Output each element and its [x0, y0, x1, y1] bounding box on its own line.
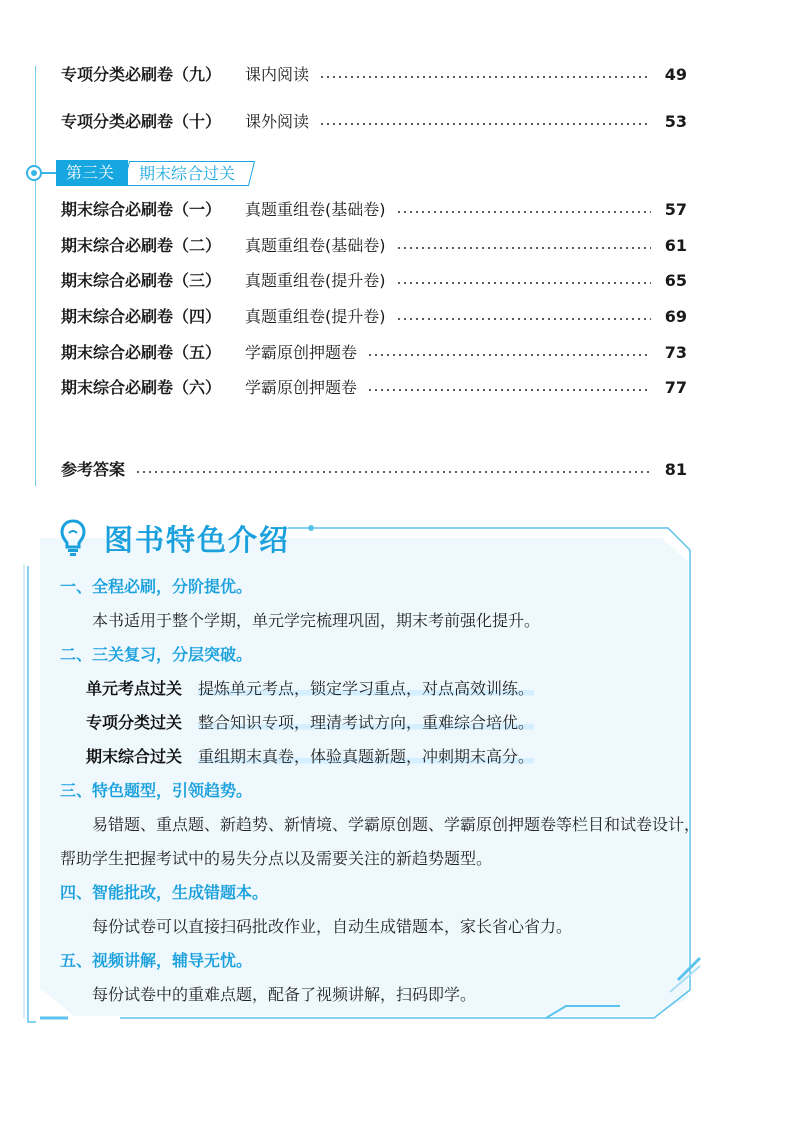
- feature-pair-label: 期末综合过关: [86, 747, 183, 766]
- toc-row-title: 期末综合必刷卷（五）: [61, 343, 222, 362]
- feature-heading: 二、三关复习，分层突破。: [60, 645, 253, 664]
- toc-row-subtitle: 课外阅读: [245, 112, 310, 131]
- toc-row-title: 专项分类必刷卷（十）: [61, 112, 222, 131]
- toc-leader-dots: [319, 76, 651, 78]
- toc-row-subtitle: 真题重组卷(基础卷): [245, 200, 386, 219]
- toc-row[interactable]: [61, 233, 687, 259]
- toc-row-page: 53: [664, 112, 687, 131]
- feature-heading: 四、智能批改，生成错题本。: [60, 883, 269, 902]
- toc-row-title: 期末综合必刷卷（六）: [61, 378, 222, 397]
- section-connector: [42, 172, 56, 174]
- section-tag-name: 期末综合过关: [139, 163, 236, 183]
- toc-row-subtitle: 学霸原创押题卷: [245, 343, 358, 362]
- toc-row[interactable]: [61, 109, 687, 135]
- feature-heading: 五、视频讲解，辅导无忧。: [60, 951, 253, 970]
- feature-body: 每份试卷中的重难点题，配备了视频讲解，扫码即学。: [92, 985, 477, 1004]
- feature-body: 易错题、重点题、新趋势、新情境、学霸原创题、学霸原创押题卷等栏目和试卷设计，帮助学生把握考试中的易失分点以及需要关注的新趋势题型。: [60, 815, 701, 868]
- toc-leader-dots: [319, 123, 651, 125]
- toc-row-page: 65: [664, 271, 687, 290]
- toc-leader-dots: [396, 318, 651, 320]
- toc-row-page: 81: [664, 460, 687, 479]
- toc-row-answers[interactable]: [61, 457, 687, 483]
- toc-row-subtitle: 真题重组卷(提升卷): [245, 271, 386, 290]
- feature-body: 本书适用于整个学期，单元学完梳理巩固，期末考前强化提升。: [92, 611, 541, 630]
- section-tag-name-box: [123, 161, 255, 186]
- toc-row-page: 69: [664, 307, 687, 326]
- toc-row-subtitle: 真题重组卷(基础卷): [245, 236, 386, 255]
- toc-leader-dots: [367, 389, 651, 391]
- feature-pair-desc: 整合知识专项，理清考试方向，重难综合培优。: [198, 713, 535, 732]
- toc-row-page: 73: [664, 343, 687, 362]
- feature-heading: 三、特色题型，引领趋势。: [60, 781, 253, 800]
- feature-body: 每份试卷可以直接扫码批改作业，自动生成错题本，家长省心省力。: [92, 917, 573, 936]
- toc-row[interactable]: [61, 268, 687, 294]
- feature-pair-desc: 重组期末真卷，体验真题新题，冲刺期末高分。: [198, 747, 535, 766]
- toc-timeline-rail: [35, 66, 36, 486]
- toc-row-page: 77: [664, 378, 687, 397]
- toc-row-subtitle: 课内阅读: [245, 65, 310, 84]
- toc-row-page: 61: [664, 236, 687, 255]
- toc-leader-dots: [396, 282, 651, 284]
- toc-row-page: 57: [664, 200, 687, 219]
- feature-heading: 一、全程必刷，分阶提优。: [60, 577, 253, 596]
- features-title-text: 图书特色介绍: [104, 522, 291, 557]
- feature-pair-label: 单元考点过关: [86, 679, 183, 698]
- toc-row-title: 期末综合必刷卷（四）: [61, 307, 222, 326]
- feature-pair: [60, 706, 700, 740]
- feature-pair: [60, 740, 700, 774]
- toc-row[interactable]: [61, 304, 687, 330]
- toc-row-title: 期末综合必刷卷（二）: [61, 236, 222, 255]
- feature-pair: [60, 672, 700, 706]
- toc-row-page: 49: [664, 65, 687, 84]
- toc-leader-dots: [396, 247, 651, 249]
- toc-row-subtitle: 学霸原创押题卷: [245, 378, 358, 397]
- toc-row-title: 期末综合必刷卷（三）: [61, 271, 222, 290]
- features-content: [60, 570, 700, 1012]
- toc-leader-dots: [367, 354, 651, 356]
- toc-row-title: 参考答案: [61, 460, 126, 479]
- feature-pair-label: 专项分类过关: [86, 713, 183, 732]
- toc-row[interactable]: [61, 340, 687, 366]
- section-tag-label: 第三关: [56, 160, 128, 186]
- toc-row-title: 专项分类必刷卷（九）: [61, 65, 222, 84]
- toc-row[interactable]: [61, 62, 687, 88]
- toc-row[interactable]: [61, 197, 687, 223]
- toc-row-title: 期末综合必刷卷（一）: [61, 200, 222, 219]
- toc-leader-dots: [396, 211, 651, 213]
- ring-node-icon: [26, 165, 42, 181]
- feature-pair-desc: 提炼单元考点，锁定学习重点，对点高效训练。: [198, 679, 535, 698]
- toc-row-subtitle: 真题重组卷(提升卷): [245, 307, 386, 326]
- toc-leader-dots: [135, 471, 651, 473]
- toc-row[interactable]: [61, 375, 687, 401]
- toc-section-header: [26, 158, 252, 188]
- features-title: [60, 516, 290, 560]
- lightbulb-icon: [60, 519, 86, 557]
